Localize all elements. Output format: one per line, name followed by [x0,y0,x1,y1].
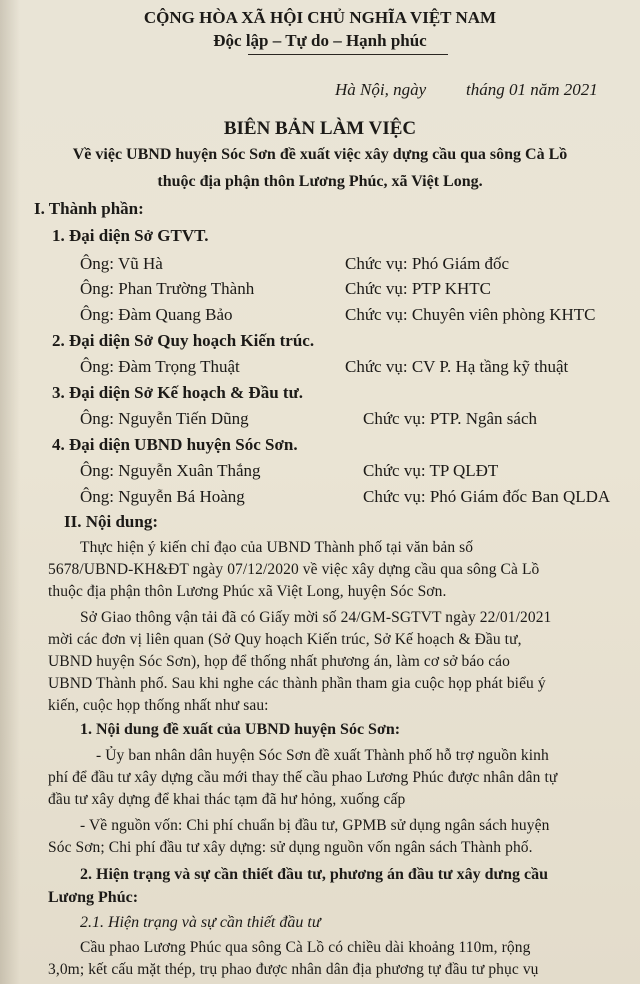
paragraph-line: thuộc địa phận thôn Lương Phúc xã Việt Long, huyện Sóc Sơn. [48,583,447,600]
motto: Độc lập – Tự do – Hạnh phúc [213,31,427,50]
person-role: Chức vụ: CV P. Hạ tầng kỹ thuật [345,357,569,376]
group-3-heading: 3. Đại diện Sở Kế hoạch & Đầu tư. [52,383,304,402]
paragraph-line: mời các đơn vị liên quan (Sở Quy hoạch Kiến trúc, Sở Kế hoạch & Đầu tư, [48,631,522,648]
paragraph-line: - Ủy ban nhân dân huyện Sóc Sơn đề xuất Thành phố hỗ trợ nguồn kinh [96,747,549,764]
paragraph-line: Thực hiện ý kiến chỉ đạo của UBND Thành phố tại văn bản số [80,539,474,556]
person-name: Ông: Nguyễn Bá Hoàng [80,487,245,506]
subsection-1-heading: 1. Nội dung đề xuất của UBND huyện Sóc Sơn: [80,721,401,738]
paragraph-line: Sở Giao thông vận tải đã có Giấy mời số 24/GM-SGTVT ngày 22/01/2021 [80,609,552,626]
person-role: Chức vụ: Phó Giám đốc [345,254,510,273]
month-year: tháng 01 năm 2021 [466,80,598,99]
person-name: Ông: Nguyễn Xuân Thắng [80,461,261,480]
paragraph-line: kiến, cuộc họp thống nhất như sau: [48,697,269,714]
person-name: Ông: Đàm Quang Bảo [80,305,233,324]
place-date: Hà Nội, ngày [335,80,427,99]
person-role: Chức vụ: PTP. Ngân sách [363,409,538,428]
person-role: Chức vụ: Phó Giám đốc Ban QLDA [363,487,611,506]
person-role: Chức vụ: Chuyên viên phòng KHTC [345,305,596,324]
group-1-heading: 1. Đại diện Sở GTVT. [52,226,209,245]
paragraph-line: phí để đầu tư xây dựng cầu mới thay thế cầu phao Lương Phúc được nhân dân tự [48,769,558,786]
person-name: Ông: Đàm Trọng Thuật [80,357,240,376]
person-name: Ông: Phan Trường Thành [80,279,255,298]
section-2-heading: II. Nội dung: [64,512,159,531]
person-role: Chức vụ: PTP KHTC [345,279,492,298]
paragraph-line: đầu tư xây dựng để khai thác tạm đã hư hỏng, xuống cấp [48,791,406,808]
paragraph-line: UBND Thành phố. Sau khi nghe các thành phần tham gia cuộc họp phát biểu ý [48,675,546,692]
paragraph-line: UBND huyện Sóc Sơn), họp để thống nhất phương án, làm cơ sở báo cáo [48,653,511,670]
person-role: Chức vụ: TP QLĐT [363,461,499,480]
person-name: Ông: Vũ Hà [80,254,163,273]
group-2-heading: 2. Đại diện Sở Quy hoạch Kiến trúc. [52,331,315,350]
country-name: CỘNG HÒA XÃ HỘI CHỦ NGHĨA VIỆT NAM [143,8,497,27]
document-subtitle-line2: thuộc địa phận thôn Lương Phúc, xã Việt Long. [157,173,483,190]
document-title: BIÊN BẢN LÀM VIỆC [223,118,417,139]
document-subtitle-line1: Về việc UBND huyện Sóc Sơn đề xuất việc xây dựng cầu qua sông Cà Lồ [72,146,568,163]
motto-underline [248,54,448,55]
paragraph-line: - Về nguồn vốn: Chi phí chuẩn bị đầu tư, GPMB sử dụng ngân sách huyện [80,817,550,834]
paragraph-line: Sóc Sơn; Chi phí đầu tư xây dựng: sử dụng nguồn vốn ngân sách Thành phố. [48,839,533,856]
paragraph-line: 5678/UBND-KH&ĐT ngày 07/12/2020 về việc xây dựng cầu qua sông Cà Lồ [48,561,540,578]
person-name: Ông: Nguyễn Tiến Dũng [80,409,249,428]
subsection-2-1-heading: 2.1. Hiện trạng và sự cần thiết đầu tư [80,914,321,931]
paragraph-line: Cầu phao Lương Phúc qua sông Cà Lồ có chiều dài khoảng 110m, rộng [80,939,531,956]
subsection-2-heading: 2. Hiện trạng và sự cần thiết đầu tư, phương án đầu tư xây dưng cầu [80,866,549,883]
section-1-heading: I. Thành phần: [34,199,144,218]
group-4-heading: 4. Đại diện UBND huyện Sóc Sơn. [52,435,298,454]
paragraph-line: 3,0m; kết cấu mặt thép, trụ phao được nhân dân địa phương tự đầu tư phục vụ [48,961,539,978]
subsection-2-heading-cont: Lương Phúc: [48,889,139,906]
